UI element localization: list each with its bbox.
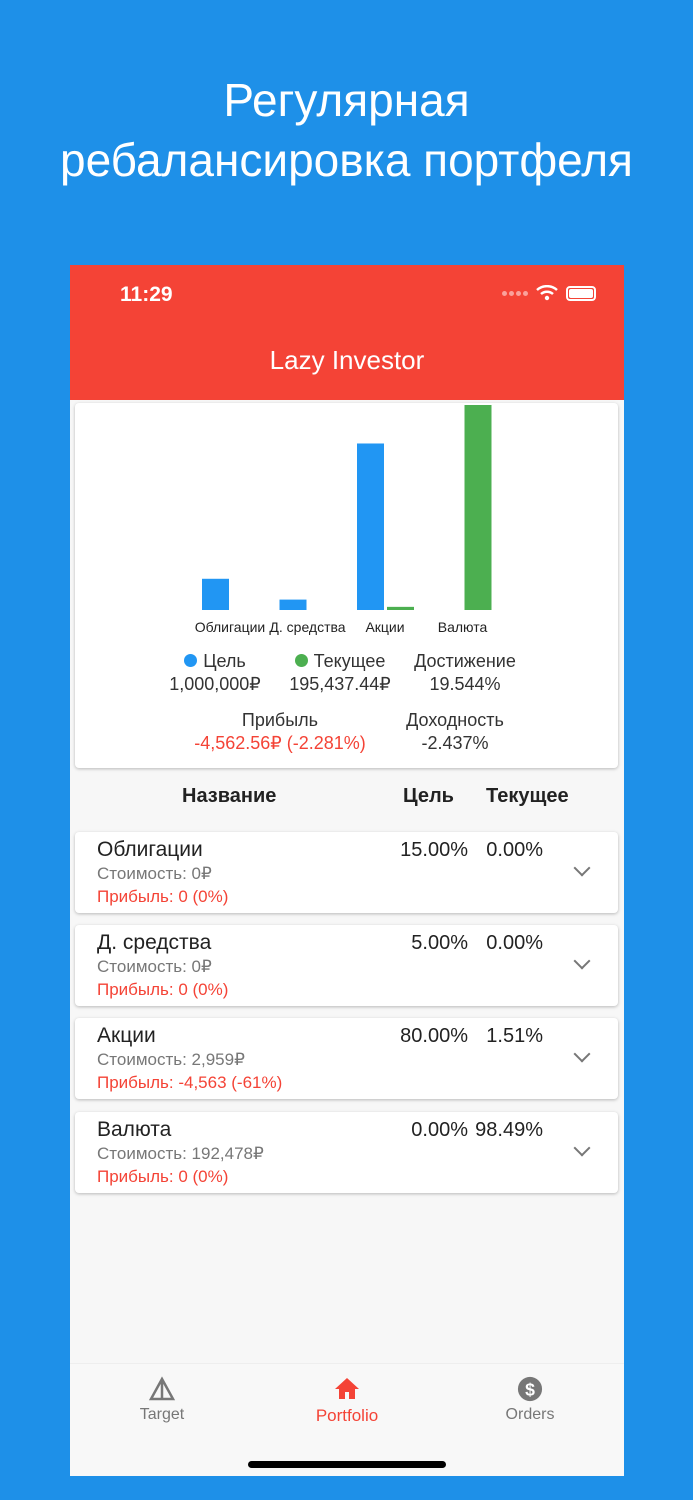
nav-portfolio[interactable] — [287, 1376, 407, 1426]
column-header-target: Цель — [403, 785, 454, 807]
nav-portfolio-label: Portfolio — [315, 1406, 379, 1425]
asset-row[interactable] — [75, 1018, 618, 1099]
asset-profit: Прибыль: 0 (0%) — [97, 1167, 229, 1186]
current-stat — [275, 650, 405, 696]
achievement-label: Достижение — [414, 651, 516, 671]
asset-cost: Стоимость: 0₽ — [97, 957, 212, 976]
asset-target: 15.00% — [400, 839, 468, 861]
nav-orders-label: Orders — [505, 1406, 555, 1423]
wifi-icon — [536, 285, 558, 301]
phone-screen — [70, 265, 624, 1476]
column-header-name: Название — [182, 785, 277, 807]
bar-current — [465, 405, 492, 610]
asset-name: Облигации — [97, 838, 203, 861]
nav-orders[interactable] — [470, 1376, 590, 1424]
bar-target — [202, 579, 229, 610]
x-tick-label: Валюта — [437, 619, 488, 635]
current-legend-label: Текущее — [313, 651, 386, 671]
target-legend-dot — [184, 654, 197, 667]
asset-current: 0.00% — [486, 932, 543, 954]
home-icon — [333, 1376, 361, 1402]
x-tick-label: Облигации — [194, 619, 266, 635]
yield-label: Доходность — [406, 710, 504, 730]
asset-profit: Прибыль: -4,563 (-61%) — [97, 1073, 283, 1092]
asset-target: 5.00% — [411, 932, 468, 954]
yield-stat — [390, 709, 520, 755]
status-icons — [502, 285, 596, 301]
bar-target — [280, 600, 307, 610]
signal-icon — [502, 291, 528, 296]
status-time: 11:29 — [120, 283, 173, 306]
target-legend-label: Цель — [203, 651, 246, 671]
asset-name: Д. средства — [97, 931, 212, 954]
yield-value: -2.437% — [421, 733, 489, 753]
bottom-navigation — [70, 1363, 624, 1476]
chevron-down-icon[interactable] — [574, 953, 591, 970]
allocation-bar-chart — [75, 403, 618, 643]
bar-current — [387, 607, 414, 610]
home-indicator — [248, 1461, 446, 1468]
asset-row[interactable] — [75, 832, 618, 913]
asset-target: 80.00% — [400, 1025, 468, 1047]
bar-target — [357, 443, 384, 610]
promo-headline — [0, 70, 693, 190]
asset-row[interactable] — [75, 925, 618, 1006]
svg-text:$: $ — [525, 1379, 535, 1400]
target-icon — [148, 1376, 176, 1402]
nav-target-label: Target — [139, 1406, 185, 1423]
chevron-down-icon[interactable] — [574, 860, 591, 877]
x-tick-label: Акции — [365, 619, 405, 635]
asset-name: Акции — [97, 1024, 156, 1047]
target-stat — [160, 650, 270, 696]
asset-cost: Стоимость: 192,478₽ — [97, 1144, 264, 1163]
x-tick-label: Д. средства — [269, 619, 346, 635]
dollar-icon — [516, 1376, 544, 1402]
asset-current: 1.51% — [486, 1025, 543, 1047]
headline-line-2: ребалансировка портфеля — [60, 134, 633, 186]
achievement-value: 19.544% — [429, 674, 501, 694]
achievement-stat — [400, 650, 530, 696]
battery-icon — [566, 286, 596, 301]
nav-target[interactable] — [102, 1376, 222, 1424]
asset-target: 0.00% — [411, 1119, 468, 1141]
summary-card — [75, 403, 618, 768]
profit-value: -4,562.56₽ (-2.281%) — [194, 733, 366, 753]
chevron-down-icon[interactable] — [574, 1140, 591, 1157]
asset-name: Валюта — [97, 1118, 172, 1141]
app-title: Lazy Investor — [269, 345, 425, 375]
column-header-current: Текущее — [486, 785, 569, 807]
asset-current: 98.49% — [475, 1119, 543, 1141]
target-value: 1,000,000₽ — [169, 674, 261, 694]
asset-current: 0.00% — [486, 839, 543, 861]
asset-profit: Прибыль: 0 (0%) — [97, 887, 229, 906]
asset-cost: Стоимость: 0₽ — [97, 864, 212, 883]
current-legend-dot — [295, 654, 308, 667]
chevron-down-icon[interactable] — [574, 1046, 591, 1063]
current-value: 195,437.44₽ — [289, 674, 391, 694]
asset-cost: Стоимость: 2,959₽ — [97, 1050, 245, 1069]
profit-stat — [170, 709, 390, 755]
asset-row[interactable] — [75, 1112, 618, 1193]
profit-label: Прибыль — [241, 710, 319, 730]
headline-line-1: Регулярная — [223, 74, 470, 126]
asset-profit: Прибыль: 0 (0%) — [97, 980, 229, 999]
app-bar — [70, 265, 624, 400]
